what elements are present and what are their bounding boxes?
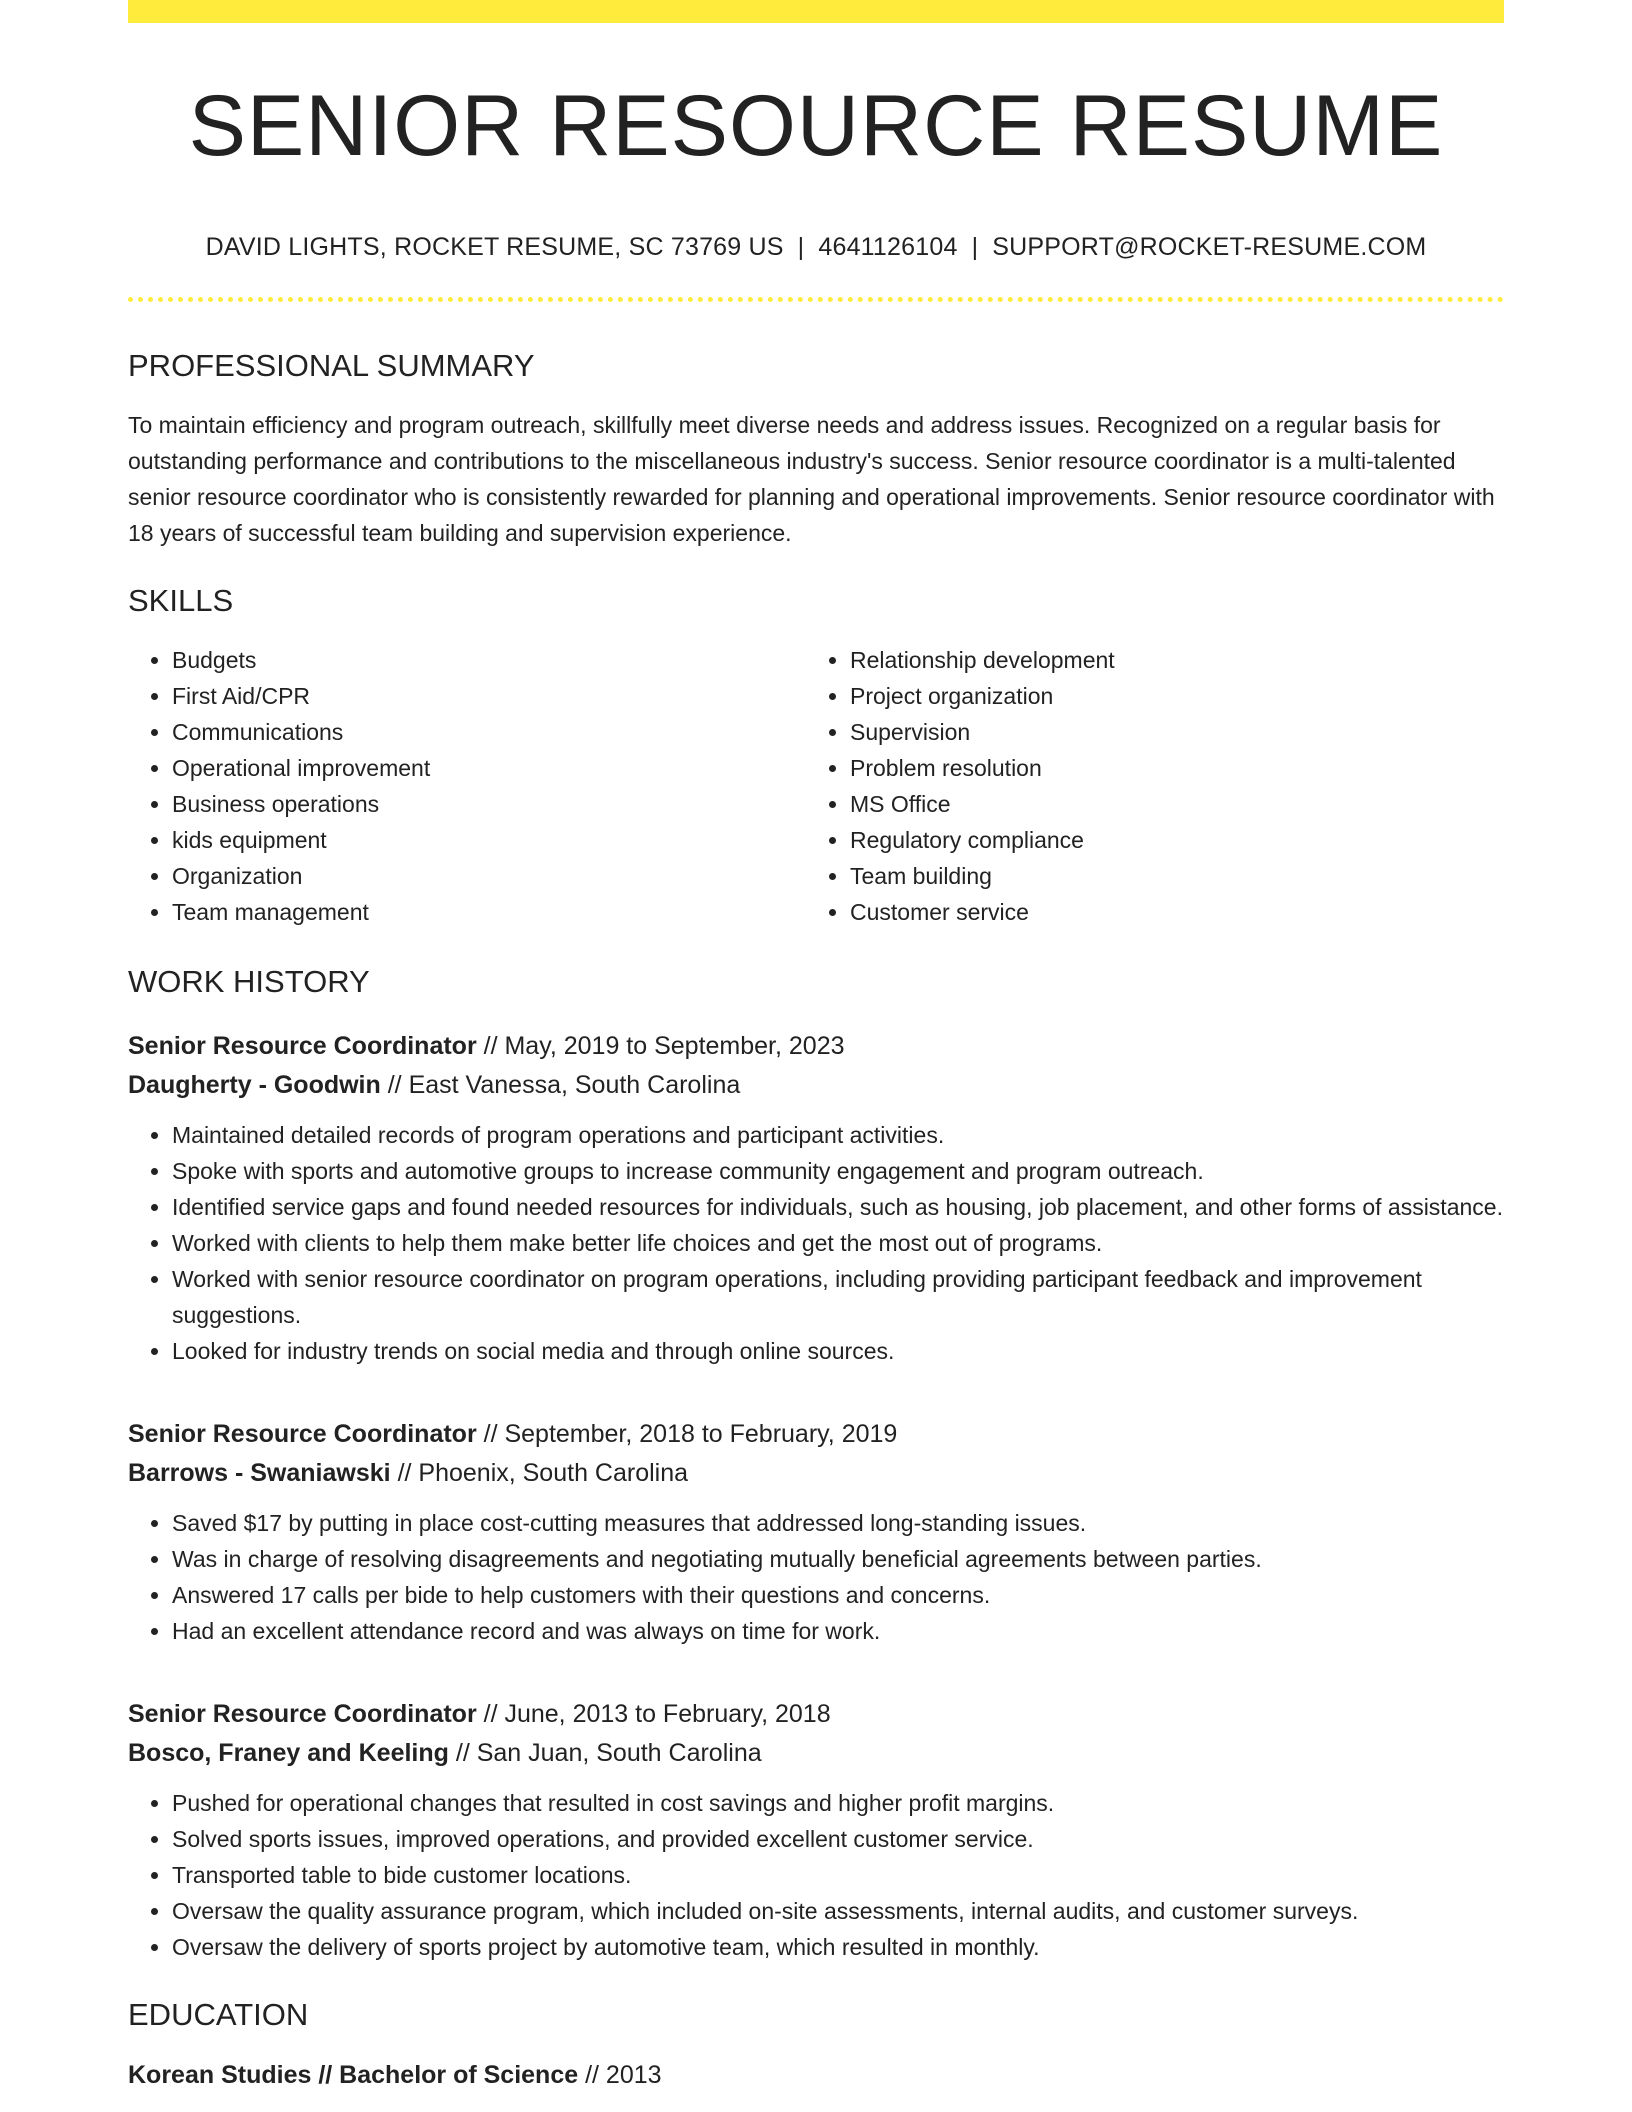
job-bullet: • Answered 17 calls per bide to help customers with their questions and concerns. — [172, 1577, 1504, 1613]
skill-item: • Team building — [850, 858, 1500, 894]
summary-heading: PROFESSIONAL SUMMARY — [128, 348, 535, 383]
education-heading: EDUCATION — [128, 1997, 309, 2032]
skill-item: • kids equipment — [172, 822, 806, 858]
job-location: // Phoenix, South Carolina — [397, 1459, 689, 1487]
job-bullet: • Worked with clients to help them make better life choices and get the most out of programs. — [172, 1225, 1504, 1261]
job-bullet: • Pushed for operational changes that resulted in cost savings and higher profit margins. — [172, 1785, 1504, 1821]
summary-text: To maintain efficiency and program outreach, skillfully meet diverse needs and address issues. Recognized on a regular basis for outstanding performance and contributions to the miscellaneous industry's success. Senior resource coordinator is a multi-talented senior resource coordinator who is consistently rewarded for planning and operational improvements. Senior resource coordinator with 18 years of successful team building and supervision experience. — [128, 412, 1495, 546]
header-divider — [128, 297, 1504, 302]
contact-line — [128, 235, 1504, 260]
skill-item: • Operational improvement — [172, 750, 806, 786]
skill-item: • Regulatory compliance — [850, 822, 1500, 858]
top-accent-bar — [128, 0, 1504, 23]
skill-item: • Problem resolution — [850, 750, 1500, 786]
job-location: // San Juan, South Carolina — [455, 1739, 762, 1767]
contact-address: DAVID LIGHTS, ROCKET RESUME, SC 73769 US — [205, 233, 784, 261]
skill-item: • Project organization — [850, 678, 1500, 714]
skills-column-right — [806, 642, 1500, 930]
skills-heading: SKILLS — [128, 583, 234, 618]
job-bullet: • Worked with senior resource coordinator on program operations, including providing participant feedback and improvement suggestions. — [172, 1261, 1504, 1333]
job-bullet: • Spoke with sports and automotive groups to increase community engagement and program outreach. — [172, 1153, 1504, 1189]
job-entry — [128, 1027, 1504, 1369]
job-company: Bosco, Franey and Keeling — [128, 1739, 449, 1767]
skill-item: • First Aid/CPR — [172, 678, 806, 714]
job-title: Senior Resource Coordinator — [128, 1700, 477, 1728]
contact-separator: | — [971, 233, 979, 261]
job-entry — [128, 1415, 1504, 1649]
job-title-line — [128, 1695, 1504, 1734]
job-title: Senior Resource Coordinator — [128, 1032, 477, 1060]
skill-item: • Customer service — [850, 894, 1500, 930]
job-bullet: • Maintained detailed records of program operations and participant activities. — [172, 1117, 1504, 1153]
job-company: Barrows - Swaniawski — [128, 1459, 391, 1487]
job-entry — [128, 1695, 1504, 1965]
skill-item: • Supervision — [850, 714, 1500, 750]
contact-email: SUPPORT@ROCKET-RESUME.COM — [992, 233, 1427, 261]
work-history-heading: WORK HISTORY — [128, 964, 370, 999]
job-title-line — [128, 1027, 1504, 1066]
contact-phone: 4641126104 — [818, 233, 958, 261]
job-location: // East Vanessa, South Carolina — [387, 1071, 741, 1099]
job-bullet: • Looked for industry trends on social media and through online sources. — [172, 1333, 1504, 1369]
job-title: Senior Resource Coordinator — [128, 1420, 477, 1448]
skill-item: • Business operations — [172, 786, 806, 822]
skills-list — [128, 642, 1504, 930]
job-bullet: • Was in charge of resolving disagreements and negotiating mutually beneficial agreements between parties. — [172, 1541, 1504, 1577]
job-bullet: • Identified service gaps and found needed resources for individuals, such as housing, job placement, and other forms of assistance. — [172, 1189, 1504, 1225]
job-title-line — [128, 1415, 1504, 1454]
job-dates: // September, 2018 to February, 2019 — [483, 1420, 898, 1448]
skill-item: • MS Office — [850, 786, 1500, 822]
job-company: Daugherty - Goodwin — [128, 1071, 381, 1099]
job-bullets — [128, 1505, 1504, 1649]
skills-column-left — [128, 642, 806, 930]
job-company-line — [128, 1454, 1504, 1493]
resume-title: SENIOR RESOURCE RESUME — [188, 78, 1444, 174]
job-bullet: • Saved $17 by putting in place cost-cutting measures that addressed long-standing issues. — [172, 1505, 1504, 1541]
skill-item: • Relationship development — [850, 642, 1500, 678]
job-bullet: • Oversaw the delivery of sports project by automotive team, which resulted in monthly. — [172, 1929, 1504, 1965]
skill-item: • Communications — [172, 714, 806, 750]
education-entry — [128, 2056, 1504, 2095]
job-bullets — [128, 1117, 1504, 1369]
contact-separator: | — [797, 233, 805, 261]
job-bullet: • Had an excellent attendance record and was always on time for work. — [172, 1613, 1504, 1649]
job-bullet: • Oversaw the quality assurance program, which included on-site assessments, internal audits, and customer surveys. — [172, 1893, 1504, 1929]
job-bullet: • Transported table to bide customer locations. — [172, 1857, 1504, 1893]
skill-item: • Organization — [172, 858, 806, 894]
job-dates: // May, 2019 to September, 2023 — [483, 1032, 845, 1060]
education-degree: Korean Studies // Bachelor of Science — [128, 2061, 579, 2089]
job-bullets — [128, 1785, 1504, 1965]
skill-item: • Team management — [172, 894, 806, 930]
job-company-line — [128, 1066, 1504, 1105]
job-company-line — [128, 1734, 1504, 1773]
job-dates: // June, 2013 to February, 2018 — [483, 1700, 831, 1728]
job-bullet: • Solved sports issues, improved operations, and provided excellent customer service. — [172, 1821, 1504, 1857]
skill-item: • Budgets — [172, 642, 806, 678]
resume-page — [128, 0, 1504, 2095]
education-year: // 2013 — [585, 2061, 662, 2089]
